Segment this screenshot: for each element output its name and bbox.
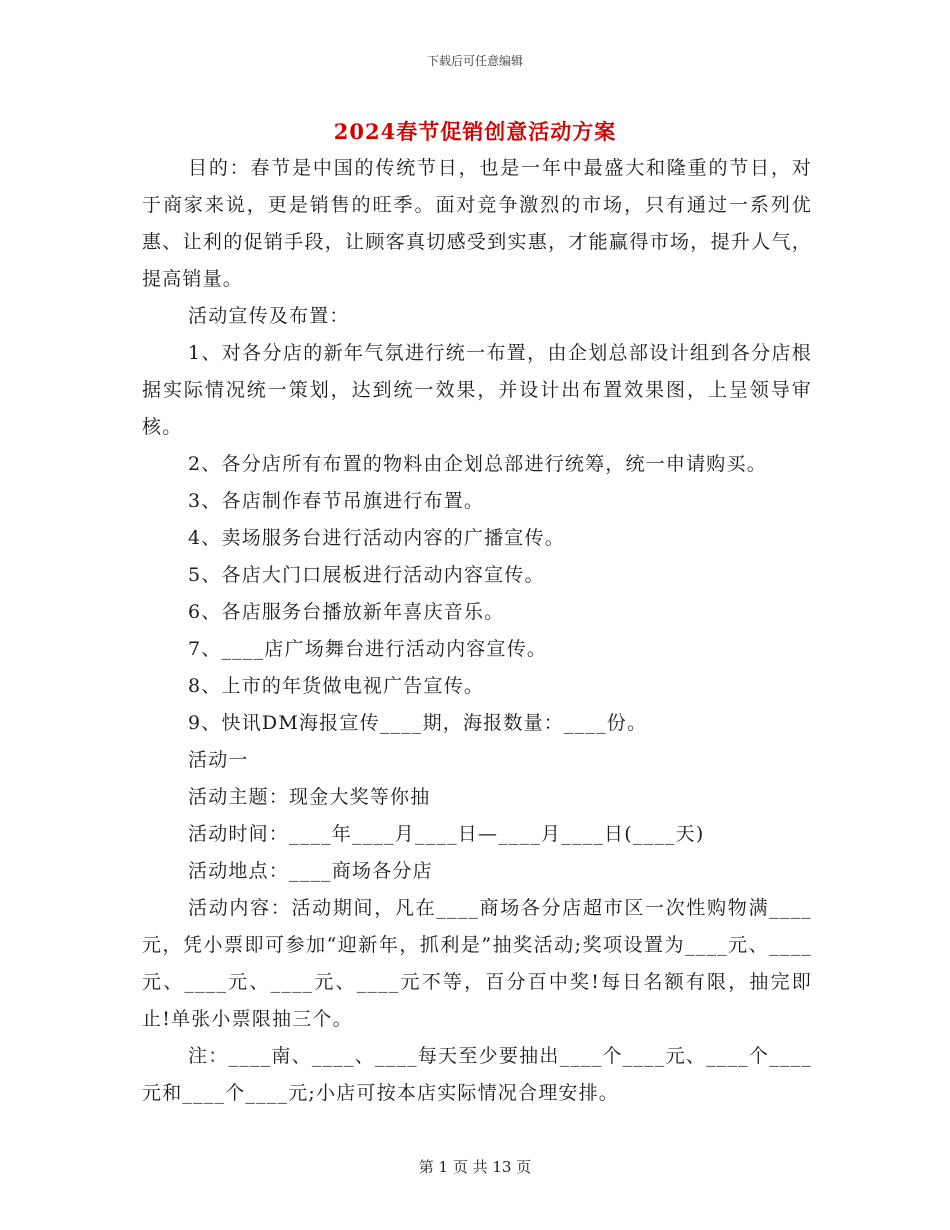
page-header-note: 下载后可任意编辑 [426, 54, 523, 68]
paragraph-purpose: 目的：春节是中国的传统节日，也是一年中最盛大和隆重的节日，对于商家来说，更是销售的旺季。面对竞争激烈的市场，只有通过一系列优惠、让利的促销手段，让顾客真切感受到实惠，才能赢得市场，提升人气，提高销量。 [142, 157, 812, 290]
paragraph-activity-content: 活动内容：活动期间，凡在____商场各分店超市区一次性购物满____元，凭小票即可参加“迎新年，抓利是”抽奖活动;奖项设置为____元、____元、____元、____元、____元不等，百分百中奖!每日名额有限，抽完即止!单张小票限抽三个。 [142, 897, 812, 1030]
paragraph-note: 注：____南、____、____每天至少要抽出____个____元、____个____元和____个____元;小店可按本店实际情况合理安排。 [142, 1045, 812, 1104]
paragraph-item-5: 5、各店大门口展板进行活动内容宣传。 [188, 564, 545, 586]
document-body [142, 150, 812, 1112]
paragraph-item-6: 6、各店服务台播放新年喜庆音乐。 [188, 601, 505, 623]
page-number: 第 1 页 共 13 页 [418, 1158, 532, 1176]
paragraph-activity-theme: 活动主题：现金大奖等你抽 [188, 786, 431, 808]
paragraph-item-2: 2、各分店所有布置的物料由企划总部进行统筹，统一申请购买。 [188, 453, 767, 475]
paragraph-item-7: 7、____店广场舞台进行活动内容宣传。 [188, 638, 548, 660]
paragraph-item-8: 8、上市的年货做电视广告宣传。 [188, 675, 485, 697]
paragraph-activity-one: 活动一 [188, 749, 249, 771]
paragraph-activity-time: 活动时间：____年____月____日—____月____日(____天) [188, 823, 705, 845]
paragraph-activity-location: 活动地点：____商场各分店 [188, 860, 433, 882]
document-title: 2024春节促销创意活动方案 [333, 119, 617, 144]
paragraph-section-heading: 活动宣传及布置： [188, 305, 350, 327]
paragraph-item-4: 4、卖场服务台进行活动内容的广播宣传。 [188, 527, 565, 549]
paragraph-item-3: 3、各店制作春节吊旗进行布置。 [188, 490, 485, 512]
paragraph-item-1: 1、对各分店的新年气氛进行统一布置，由企划总部设计组到各分店根据实际情况统一策划，达到统一效果，并设计出布置效果图，上呈领导审核。 [142, 342, 812, 438]
paragraph-item-9: 9、快讯DM海报宣传____期，海报数量：____份。 [188, 712, 648, 734]
